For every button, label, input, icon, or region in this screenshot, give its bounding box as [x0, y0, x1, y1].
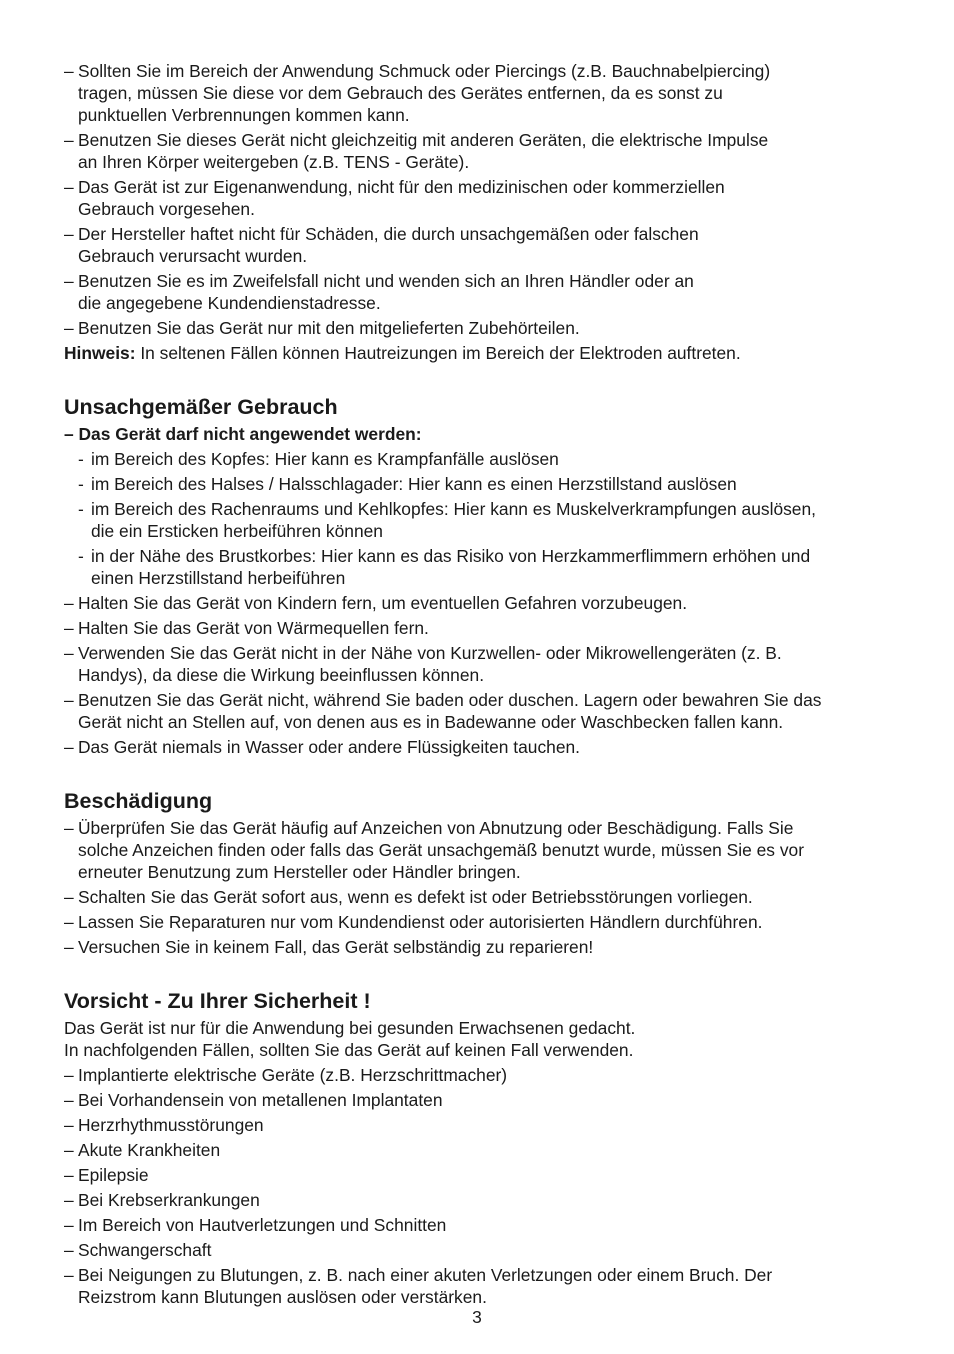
list-item: [64, 545, 884, 589]
list-item: [64, 642, 884, 686]
list-item: [64, 1139, 884, 1161]
list-item-line: Benutzen Sie das Gerät nicht, während Sie baden oder duschen. Lagern oder bewahren Sie das: [78, 690, 822, 710]
bullet-dash: –: [64, 318, 74, 338]
misuse-sublist: [64, 448, 884, 589]
list-item-line: Benutzen Sie dieses Gerät nicht gleichzeitig mit anderen Geräten, die elektrische Impulse: [78, 130, 769, 150]
section-caution: [64, 988, 884, 1308]
list-item: [64, 317, 884, 339]
list-item-line: Bei Krebserkrankungen: [78, 1190, 260, 1210]
bullet-dash: –: [64, 1165, 74, 1185]
bullet-dash: –: [64, 937, 74, 957]
list-item: [64, 1114, 884, 1136]
bullet-dash: –: [64, 224, 74, 244]
list-item-line: Epilepsie: [78, 1165, 149, 1185]
bullet-dash: –: [64, 130, 74, 150]
list-item: [64, 1164, 884, 1186]
list-item-line: Halten Sie das Gerät von Wärmequellen fern.: [78, 618, 429, 638]
list-item-line: im Bereich des Rachenraums und Kehlkopfes: Hier kann es Muskelverkrampfungen auslösen,: [91, 499, 816, 519]
note-label: Hinweis:: [64, 343, 136, 363]
bullet-dash: –: [64, 737, 74, 757]
caution-paragraph-2: In nachfolgenden Fällen, sollten Sie das Gerät auf keinen Fall verwenden.: [64, 1040, 634, 1060]
list-item: [64, 448, 884, 470]
list-item-line: Implantierte elektrische Geräte (z.B. Herzschrittmacher): [78, 1065, 508, 1085]
list-item-line: im Bereich des Kopfes: Hier kann es Krampfanfälle auslösen: [91, 449, 559, 469]
list-item-line: Herzrhythmusstörungen: [78, 1115, 264, 1135]
list-item: [64, 473, 884, 495]
list-item-line: im Bereich des Halses / Halsschlagader: Hier kann es einen Herzstillstand auslösen: [91, 474, 737, 494]
section-title-caution: Vorsicht - Zu Ihrer Sicherheit !: [64, 989, 371, 1013]
bullet-dash: –: [64, 1215, 74, 1235]
bullet-dash: –: [64, 1265, 74, 1285]
list-item-line: Bei Neigungen zu Blutungen, z. B. nach einer akuten Verletzungen oder einem Bruch. Der: [78, 1265, 773, 1285]
list-item: [64, 617, 884, 639]
list-item-line: an Ihren Körper weitergeben (z.B. TENS - Geräte).: [78, 152, 470, 172]
list-item-line: Gebrauch vorgesehen.: [78, 199, 255, 219]
bullet-dash: –: [64, 271, 74, 291]
damage-list: [64, 817, 884, 958]
document-page: [64, 60, 884, 1311]
list-item-line: die angegebene Kundendienstadresse.: [78, 293, 381, 313]
list-item-line: Gebrauch verursacht wurden.: [78, 246, 308, 266]
list-item: [64, 498, 884, 542]
misuse-subtitle: – Das Gerät darf nicht angewendet werden:: [64, 424, 422, 444]
list-item-line: Benutzen Sie es im Zweifelsfall nicht und wenden sich an Ihren Händler oder an: [78, 271, 694, 291]
list-item: [64, 1189, 884, 1211]
list-item-line: Akute Krankheiten: [78, 1140, 221, 1160]
list-item: [64, 817, 884, 883]
list-item-line: erneuter Benutzung zum Hersteller oder Händler bringen.: [78, 862, 521, 882]
list-item-line: Versuchen Sie in keinem Fall, das Gerät selbständig zu reparieren!: [78, 937, 594, 957]
caution-list: [64, 1064, 884, 1308]
list-item: [64, 270, 884, 314]
list-item: [64, 129, 884, 173]
list-item-line: die ein Ersticken herbeiführen können: [91, 521, 383, 541]
section-title-misuse: Unsachgemäßer Gebrauch: [64, 395, 338, 419]
list-item: [64, 886, 884, 908]
bullet-dash: –: [64, 1065, 74, 1085]
bullet-dash: –: [64, 690, 74, 710]
list-item: [64, 936, 884, 958]
list-item-line: Handys), da diese die Wirkung beeinflussen können.: [78, 665, 485, 685]
list-item-line: Das Gerät niemals in Wasser oder andere Flüssigkeiten tauchen.: [78, 737, 580, 757]
bullet-dash: -: [78, 546, 84, 566]
misuse-list: [64, 592, 884, 758]
list-item: [64, 1214, 884, 1236]
list-item-line: in der Nähe des Brustkorbes: Hier kann es das Risiko von Herzkammerflimmern erhöhen und: [91, 546, 811, 566]
bullet-dash: -: [78, 474, 84, 494]
note-text: In seltenen Fällen können Hautreizungen im Bereich der Elektroden auftreten.: [135, 343, 741, 363]
list-item: [64, 592, 884, 614]
bullet-dash: –: [64, 1090, 74, 1110]
list-item-line: Bei Vorhandensein von metallenen Implantaten: [78, 1090, 443, 1110]
bullet-dash: –: [64, 1140, 74, 1160]
section-title-damage: Beschädigung: [64, 789, 213, 813]
bullet-dash: –: [64, 1240, 74, 1260]
bullet-dash: –: [64, 618, 74, 638]
list-item-line: solche Anzeichen finden oder falls das Gerät unsachgemäß benutzt wurde, müssen Sie es vor: [78, 840, 804, 860]
bullet-dash: –: [64, 818, 74, 838]
list-item-line: tragen, müssen Sie diese vor dem Gebrauch des Gerätes entfernen, da es sonst zu: [78, 83, 723, 103]
list-item: [64, 1264, 884, 1308]
intro-list: [64, 60, 884, 339]
section-damage: [64, 788, 884, 958]
note: [64, 342, 884, 364]
list-item: [64, 911, 884, 933]
list-item: [64, 736, 884, 758]
list-item: [64, 689, 884, 733]
section-misuse: [64, 394, 884, 758]
list-item-line: punktuellen Verbrennungen kommen kann.: [78, 105, 410, 125]
list-item-line: Gerät nicht an Stellen auf, von denen aus es in Badewanne oder Waschbecken fallen kann.: [78, 712, 784, 732]
list-item-line: Schalten Sie das Gerät sofort aus, wenn es defekt ist oder Betriebsstörungen vorliegen.: [78, 887, 753, 907]
list-item-line: Schwangerschaft: [78, 1240, 212, 1260]
bullet-dash: -: [78, 499, 84, 519]
list-item-line: Im Bereich von Hautverletzungen und Schnitten: [78, 1215, 447, 1235]
list-item: [64, 176, 884, 220]
page-number: 3: [472, 1307, 482, 1327]
list-item-line: Halten Sie das Gerät von Kindern fern, um eventuellen Gefahren vorzubeugen.: [78, 593, 688, 613]
bullet-dash: –: [64, 887, 74, 907]
list-item-line: Sollten Sie im Bereich der Anwendung Schmuck oder Piercings (z.B. Bauchnabelpiercing): [78, 61, 771, 81]
list-item: [64, 223, 884, 267]
list-item-line: Das Gerät ist zur Eigenanwendung, nicht für den medizinischen oder kommerziellen: [78, 177, 725, 197]
bullet-dash: –: [64, 1115, 74, 1135]
list-item: [64, 1089, 884, 1111]
caution-paragraph-1: Das Gerät ist nur für die Anwendung bei gesunden Erwachsenen gedacht.: [64, 1018, 636, 1038]
list-item-line: Benutzen Sie das Gerät nur mit den mitgelieferten Zubehörteilen.: [78, 318, 580, 338]
bullet-dash: –: [64, 177, 74, 197]
bullet-dash: -: [78, 449, 84, 469]
bullet-dash: –: [64, 1190, 74, 1210]
list-item-line: Überprüfen Sie das Gerät häufig auf Anzeichen von Abnutzung oder Beschädigung. Falls Sie: [78, 818, 794, 838]
bullet-dash: –: [64, 912, 74, 932]
list-item-line: Lassen Sie Reparaturen nur vom Kundendienst oder autorisierten Händlern durchführen.: [78, 912, 763, 932]
bullet-dash: –: [64, 643, 74, 663]
list-item-line: Reizstrom kann Blutungen auslösen oder verstärken.: [78, 1287, 487, 1307]
list-item-line: einen Herzstillstand herbeiführen: [91, 568, 346, 588]
list-item: [64, 1064, 884, 1086]
list-item-line: Der Hersteller haftet nicht für Schäden, die durch unsachgemäßen oder falschen: [78, 224, 699, 244]
list-item: [64, 60, 884, 126]
list-item-line: Verwenden Sie das Gerät nicht in der Nähe von Kurzwellen- oder Mikrowellengeräten (z. B.: [78, 643, 782, 663]
bullet-dash: –: [64, 61, 74, 81]
list-item: [64, 1239, 884, 1261]
bullet-dash: –: [64, 593, 74, 613]
